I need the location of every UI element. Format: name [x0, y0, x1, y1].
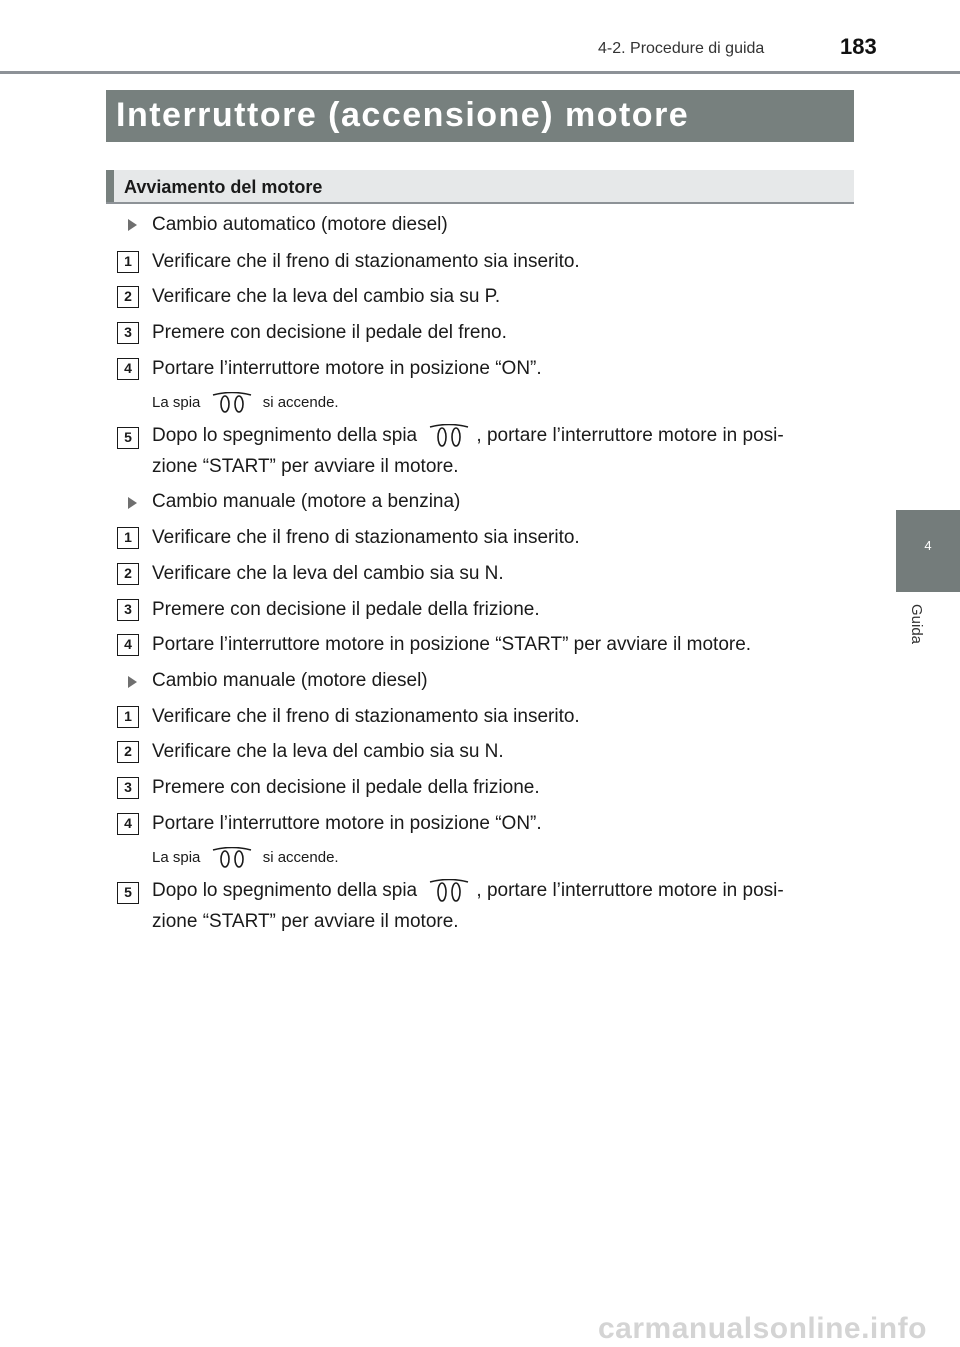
- step-number: 3: [117, 599, 139, 621]
- subsection-header: [106, 170, 854, 204]
- step-text: Verificare che la leva del cambio sia su N.: [152, 563, 504, 584]
- step-text: Portare l’interruttore motore in posizione “ON”.: [152, 813, 542, 834]
- triangle-bullet-icon: [128, 497, 137, 509]
- step-number: 1: [117, 527, 139, 549]
- step-number: 5: [117, 882, 139, 904]
- indicator-note: [152, 392, 339, 414]
- header-section-title: 4-2. Procedure di guida: [598, 40, 765, 57]
- section-heading: Cambio manuale (motore a benzina): [152, 491, 461, 512]
- note-text-after: si accende.: [262, 848, 339, 866]
- triangle-bullet-icon: [128, 219, 137, 231]
- header-divider: [0, 71, 960, 74]
- step5-text-before: Dopo lo spegnimento della spia: [152, 880, 418, 902]
- note-text-before: La spia: [152, 848, 201, 866]
- note-text-after: si accende.: [262, 393, 339, 411]
- step-text: Verificare che il freno di stazionamento sia inserito.: [152, 706, 580, 727]
- subsection-title: Avviamento del motore: [124, 177, 323, 197]
- step-text-continued: zione “START” per avviare il motore.: [152, 911, 459, 932]
- indicator-note: [152, 847, 339, 869]
- step-text: Verificare che il freno di stazionamento sia inserito.: [152, 251, 580, 272]
- step-number: 1: [117, 251, 139, 273]
- step5-text-after: , portare l’interruttore motore in posi-: [476, 880, 784, 902]
- step-text: Portare l’interruttore motore in posizione “START” per avviare il motore.: [152, 634, 752, 655]
- step-text: Premere con decisione il pedale della frizione.: [152, 599, 540, 620]
- step-text: Portare l’interruttore motore in posizione “ON”.: [152, 358, 542, 379]
- step-text: Verificare che il freno di stazionamento sia inserito.: [152, 527, 580, 548]
- chapter-tab-number: 4: [924, 538, 932, 553]
- glow-plug-indicator-icon: [211, 392, 253, 414]
- step5-text-before: Dopo lo spegnimento della spia: [152, 425, 418, 447]
- page-title-bar: [106, 90, 854, 142]
- glow-plug-indicator-icon: [428, 879, 470, 903]
- section-heading: Cambio automatico (motore diesel): [152, 214, 448, 235]
- subsection-marker: [106, 170, 114, 202]
- chapter-tab: [896, 510, 960, 592]
- section-heading: Cambio manuale (motore diesel): [152, 670, 428, 691]
- step-number: 2: [117, 563, 139, 585]
- step-number: 5: [117, 427, 139, 449]
- step-text: [152, 424, 784, 448]
- glow-plug-indicator-icon: [428, 424, 470, 448]
- step-number: 4: [117, 634, 139, 656]
- step-text-continued: zione “START” per avviare il motore.: [152, 456, 459, 477]
- chapter-tab-label: Guida: [908, 604, 925, 645]
- step-text: Premere con decisione il pedale del freno.: [152, 322, 507, 343]
- step5-text-after: , portare l’interruttore motore in posi-: [476, 425, 784, 447]
- step-number: 3: [117, 322, 139, 344]
- step-number: 4: [117, 813, 139, 835]
- watermark: carmanualsonline.info: [598, 1312, 927, 1345]
- step-number: 1: [117, 706, 139, 728]
- triangle-bullet-icon: [128, 676, 137, 688]
- step-text: Premere con decisione il pedale della frizione.: [152, 777, 540, 798]
- note-text-before: La spia: [152, 393, 201, 411]
- step-text: [152, 879, 784, 903]
- step-number: 2: [117, 286, 139, 308]
- page-title: Interruttore (accensione) motore: [116, 96, 690, 134]
- step-text: Verificare che la leva del cambio sia su N.: [152, 741, 504, 762]
- step-text: Verificare che la leva del cambio sia su P.: [152, 286, 501, 307]
- step-number: 2: [117, 741, 139, 763]
- page-number: 183: [840, 34, 877, 59]
- glow-plug-indicator-icon: [211, 847, 253, 869]
- step-number: 4: [117, 358, 139, 380]
- step-number: 3: [117, 777, 139, 799]
